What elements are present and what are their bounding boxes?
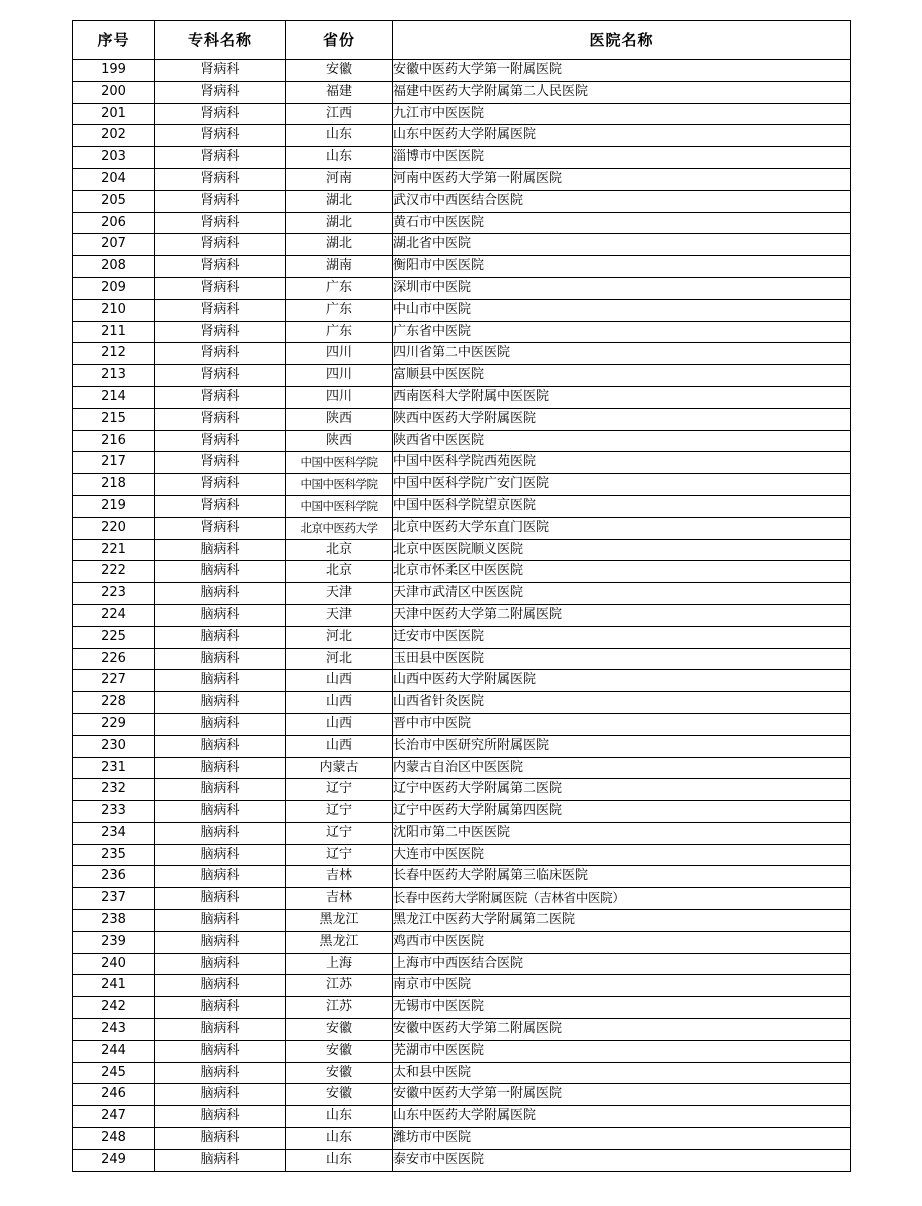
table-row bbox=[73, 256, 851, 278]
cell-index: 232 bbox=[73, 779, 155, 801]
cell-province: 河北 bbox=[286, 648, 393, 670]
cell-hospital: 安徽中医药大学第一附属医院 bbox=[393, 1084, 851, 1106]
cell-department: 脑病科 bbox=[155, 1106, 286, 1128]
table-row bbox=[73, 648, 851, 670]
table-row bbox=[73, 713, 851, 735]
cell-index: 219 bbox=[73, 495, 155, 517]
cell-department: 肾病科 bbox=[155, 495, 286, 517]
cell-index: 220 bbox=[73, 517, 155, 539]
cell-province: 安徽 bbox=[286, 1084, 393, 1106]
cell-index: 206 bbox=[73, 212, 155, 234]
cell-hospital: 内蒙古自治区中医医院 bbox=[393, 757, 851, 779]
cell-department: 肾病科 bbox=[155, 256, 286, 278]
cell-department: 脑病科 bbox=[155, 844, 286, 866]
cell-index: 221 bbox=[73, 539, 155, 561]
table-row bbox=[73, 844, 851, 866]
table-row bbox=[73, 866, 851, 888]
cell-department: 肾病科 bbox=[155, 103, 286, 125]
cell-hospital: 辽宁中医药大学附属第二医院 bbox=[393, 779, 851, 801]
cell-index: 241 bbox=[73, 975, 155, 997]
cell-index: 227 bbox=[73, 670, 155, 692]
cell-province: 黑龙江 bbox=[286, 910, 393, 932]
cell-department: 脑病科 bbox=[155, 1040, 286, 1062]
table-row bbox=[73, 168, 851, 190]
cell-index: 199 bbox=[73, 60, 155, 82]
cell-hospital: 衡阳市中医医院 bbox=[393, 256, 851, 278]
table-row bbox=[73, 888, 851, 910]
cell-hospital: 长春中医药大学附属第三临床医院 bbox=[393, 866, 851, 888]
cell-index: 242 bbox=[73, 997, 155, 1019]
cell-hospital: 淄博市中医医院 bbox=[393, 147, 851, 169]
cell-department: 肾病科 bbox=[155, 386, 286, 408]
cell-province: 山东 bbox=[286, 125, 393, 147]
cell-department: 脑病科 bbox=[155, 1128, 286, 1150]
cell-province: 河南 bbox=[286, 168, 393, 190]
cell-department: 脑病科 bbox=[155, 801, 286, 823]
cell-hospital: 中山市中医院 bbox=[393, 299, 851, 321]
table-row bbox=[73, 1040, 851, 1062]
cell-hospital: 陕西中医药大学附属医院 bbox=[393, 408, 851, 430]
cell-index: 224 bbox=[73, 604, 155, 626]
cell-hospital: 湖北省中医院 bbox=[393, 234, 851, 256]
cell-index: 239 bbox=[73, 931, 155, 953]
cell-department: 肾病科 bbox=[155, 430, 286, 452]
cell-department: 脑病科 bbox=[155, 561, 286, 583]
cell-province: 广东 bbox=[286, 299, 393, 321]
cell-index: 207 bbox=[73, 234, 155, 256]
table-row bbox=[73, 386, 851, 408]
table-row bbox=[73, 299, 851, 321]
table-row bbox=[73, 495, 851, 517]
cell-hospital: 九江市中医医院 bbox=[393, 103, 851, 125]
cell-province: 四川 bbox=[286, 343, 393, 365]
cell-hospital: 陕西省中医医院 bbox=[393, 430, 851, 452]
cell-province: 北京中医药大学 bbox=[286, 517, 393, 539]
cell-province: 四川 bbox=[286, 386, 393, 408]
cell-department: 脑病科 bbox=[155, 1084, 286, 1106]
cell-index: 202 bbox=[73, 125, 155, 147]
cell-department: 脑病科 bbox=[155, 866, 286, 888]
cell-province: 陕西 bbox=[286, 408, 393, 430]
cell-hospital: 南京市中医院 bbox=[393, 975, 851, 997]
cell-province: 北京 bbox=[286, 539, 393, 561]
cell-department: 脑病科 bbox=[155, 931, 286, 953]
cell-hospital: 武汉市中西医结合医院 bbox=[393, 190, 851, 212]
table-row bbox=[73, 583, 851, 605]
table-row bbox=[73, 735, 851, 757]
table-row bbox=[73, 452, 851, 474]
cell-index: 213 bbox=[73, 365, 155, 387]
cell-index: 248 bbox=[73, 1128, 155, 1150]
cell-department: 肾病科 bbox=[155, 81, 286, 103]
column-header-province: 省份 bbox=[286, 21, 393, 60]
table-row bbox=[73, 212, 851, 234]
cell-province: 江苏 bbox=[286, 997, 393, 1019]
cell-hospital: 山西中医药大学附属医院 bbox=[393, 670, 851, 692]
cell-index: 217 bbox=[73, 452, 155, 474]
hospital-listing-table bbox=[72, 20, 851, 1172]
table-row bbox=[73, 125, 851, 147]
cell-index: 215 bbox=[73, 408, 155, 430]
cell-province: 山东 bbox=[286, 1128, 393, 1150]
column-header-department: 专科名称 bbox=[155, 21, 286, 60]
table-row bbox=[73, 517, 851, 539]
cell-hospital: 大连市中医医院 bbox=[393, 844, 851, 866]
cell-department: 脑病科 bbox=[155, 713, 286, 735]
cell-department: 肾病科 bbox=[155, 517, 286, 539]
cell-index: 245 bbox=[73, 1062, 155, 1084]
cell-province: 中国中医科学院 bbox=[286, 474, 393, 496]
table-row bbox=[73, 343, 851, 365]
cell-hospital: 四川省第二中医医院 bbox=[393, 343, 851, 365]
cell-hospital: 长春中医药大学附属医院（吉林省中医院） bbox=[393, 888, 851, 910]
table-row bbox=[73, 626, 851, 648]
document-page bbox=[72, 20, 850, 1172]
cell-index: 229 bbox=[73, 713, 155, 735]
cell-hospital: 天津中医药大学第二附属医院 bbox=[393, 604, 851, 626]
cell-index: 210 bbox=[73, 299, 155, 321]
table-row bbox=[73, 430, 851, 452]
cell-hospital: 富顺县中医医院 bbox=[393, 365, 851, 387]
cell-index: 212 bbox=[73, 343, 155, 365]
cell-province: 江苏 bbox=[286, 975, 393, 997]
table-row bbox=[73, 801, 851, 823]
table-row bbox=[73, 931, 851, 953]
cell-index: 246 bbox=[73, 1084, 155, 1106]
table-header-row bbox=[73, 21, 851, 60]
cell-hospital: 深圳市中医院 bbox=[393, 277, 851, 299]
cell-hospital: 玉田县中医医院 bbox=[393, 648, 851, 670]
cell-hospital: 上海市中西医结合医院 bbox=[393, 953, 851, 975]
cell-province: 辽宁 bbox=[286, 779, 393, 801]
cell-department: 肾病科 bbox=[155, 277, 286, 299]
cell-hospital: 北京中医医院顺义医院 bbox=[393, 539, 851, 561]
cell-province: 辽宁 bbox=[286, 822, 393, 844]
cell-department: 肾病科 bbox=[155, 168, 286, 190]
cell-province: 山西 bbox=[286, 713, 393, 735]
table-row bbox=[73, 953, 851, 975]
cell-index: 214 bbox=[73, 386, 155, 408]
cell-province: 陕西 bbox=[286, 430, 393, 452]
table-row bbox=[73, 147, 851, 169]
cell-province: 安徽 bbox=[286, 60, 393, 82]
table-row bbox=[73, 408, 851, 430]
cell-province: 吉林 bbox=[286, 888, 393, 910]
cell-department: 肾病科 bbox=[155, 408, 286, 430]
cell-province: 安徽 bbox=[286, 1019, 393, 1041]
cell-hospital: 黄石市中医医院 bbox=[393, 212, 851, 234]
cell-province: 福建 bbox=[286, 81, 393, 103]
cell-index: 233 bbox=[73, 801, 155, 823]
table-row bbox=[73, 1084, 851, 1106]
cell-department: 肾病科 bbox=[155, 234, 286, 256]
cell-index: 234 bbox=[73, 822, 155, 844]
cell-province: 中国中医科学院 bbox=[286, 495, 393, 517]
cell-index: 249 bbox=[73, 1149, 155, 1171]
table-row bbox=[73, 474, 851, 496]
table-body bbox=[73, 60, 851, 1172]
cell-province: 湖北 bbox=[286, 212, 393, 234]
cell-province: 辽宁 bbox=[286, 844, 393, 866]
cell-hospital: 中国中医科学院广安门医院 bbox=[393, 474, 851, 496]
cell-hospital: 黑龙江中医药大学附属第二医院 bbox=[393, 910, 851, 932]
cell-hospital: 中国中医科学院西苑医院 bbox=[393, 452, 851, 474]
cell-province: 山东 bbox=[286, 1106, 393, 1128]
cell-index: 238 bbox=[73, 910, 155, 932]
cell-province: 山东 bbox=[286, 1149, 393, 1171]
cell-index: 228 bbox=[73, 692, 155, 714]
cell-hospital: 河南中医药大学第一附属医院 bbox=[393, 168, 851, 190]
cell-department: 脑病科 bbox=[155, 1019, 286, 1041]
cell-department: 肾病科 bbox=[155, 125, 286, 147]
cell-hospital: 太和县中医院 bbox=[393, 1062, 851, 1084]
cell-province: 上海 bbox=[286, 953, 393, 975]
cell-province: 湖南 bbox=[286, 256, 393, 278]
cell-hospital: 沈阳市第二中医医院 bbox=[393, 822, 851, 844]
table-row bbox=[73, 997, 851, 1019]
cell-province: 北京 bbox=[286, 561, 393, 583]
cell-province: 中国中医科学院 bbox=[286, 452, 393, 474]
cell-department: 脑病科 bbox=[155, 735, 286, 757]
cell-department: 脑病科 bbox=[155, 1062, 286, 1084]
cell-department: 肾病科 bbox=[155, 321, 286, 343]
cell-hospital: 西南医科大学附属中医医院 bbox=[393, 386, 851, 408]
cell-department: 脑病科 bbox=[155, 822, 286, 844]
cell-province: 黑龙江 bbox=[286, 931, 393, 953]
cell-department: 脑病科 bbox=[155, 997, 286, 1019]
cell-index: 222 bbox=[73, 561, 155, 583]
cell-index: 209 bbox=[73, 277, 155, 299]
cell-hospital: 广东省中医院 bbox=[393, 321, 851, 343]
cell-province: 湖北 bbox=[286, 234, 393, 256]
cell-province: 山东 bbox=[286, 147, 393, 169]
cell-hospital: 无锡市中医医院 bbox=[393, 997, 851, 1019]
cell-hospital: 辽宁中医药大学附属第四医院 bbox=[393, 801, 851, 823]
cell-index: 204 bbox=[73, 168, 155, 190]
cell-department: 肾病科 bbox=[155, 190, 286, 212]
cell-index: 236 bbox=[73, 866, 155, 888]
table-row bbox=[73, 277, 851, 299]
cell-province: 江西 bbox=[286, 103, 393, 125]
cell-hospital: 安徽中医药大学第二附属医院 bbox=[393, 1019, 851, 1041]
cell-department: 脑病科 bbox=[155, 583, 286, 605]
cell-department: 脑病科 bbox=[155, 888, 286, 910]
table-row bbox=[73, 103, 851, 125]
cell-department: 脑病科 bbox=[155, 779, 286, 801]
cell-hospital: 鸡西市中医医院 bbox=[393, 931, 851, 953]
table-row bbox=[73, 692, 851, 714]
cell-department: 脑病科 bbox=[155, 910, 286, 932]
table-row bbox=[73, 1128, 851, 1150]
cell-province: 山西 bbox=[286, 670, 393, 692]
cell-department: 肾病科 bbox=[155, 299, 286, 321]
cell-department: 肾病科 bbox=[155, 343, 286, 365]
table-row bbox=[73, 321, 851, 343]
cell-department: 肾病科 bbox=[155, 474, 286, 496]
cell-hospital: 中国中医科学院望京医院 bbox=[393, 495, 851, 517]
cell-hospital: 北京中医药大学东直门医院 bbox=[393, 517, 851, 539]
cell-department: 脑病科 bbox=[155, 953, 286, 975]
cell-hospital: 迁安市中医医院 bbox=[393, 626, 851, 648]
cell-index: 223 bbox=[73, 583, 155, 605]
cell-index: 226 bbox=[73, 648, 155, 670]
cell-hospital: 山东中医药大学附属医院 bbox=[393, 125, 851, 147]
cell-province: 广东 bbox=[286, 321, 393, 343]
cell-hospital: 天津市武清区中医医院 bbox=[393, 583, 851, 605]
table-row bbox=[73, 561, 851, 583]
cell-index: 247 bbox=[73, 1106, 155, 1128]
cell-department: 脑病科 bbox=[155, 539, 286, 561]
cell-province: 四川 bbox=[286, 365, 393, 387]
cell-index: 208 bbox=[73, 256, 155, 278]
cell-province: 天津 bbox=[286, 583, 393, 605]
cell-index: 225 bbox=[73, 626, 155, 648]
cell-department: 脑病科 bbox=[155, 626, 286, 648]
cell-department: 脑病科 bbox=[155, 757, 286, 779]
table-row bbox=[73, 757, 851, 779]
table-row bbox=[73, 1106, 851, 1128]
cell-province: 天津 bbox=[286, 604, 393, 626]
table-row bbox=[73, 604, 851, 626]
cell-index: 203 bbox=[73, 147, 155, 169]
cell-index: 205 bbox=[73, 190, 155, 212]
cell-province: 辽宁 bbox=[286, 801, 393, 823]
cell-hospital: 晋中市中医院 bbox=[393, 713, 851, 735]
column-header-hospital: 医院名称 bbox=[393, 21, 851, 60]
cell-index: 235 bbox=[73, 844, 155, 866]
cell-hospital: 长治市中医研究所附属医院 bbox=[393, 735, 851, 757]
table-row bbox=[73, 365, 851, 387]
cell-hospital: 潍坊市中医院 bbox=[393, 1128, 851, 1150]
cell-index: 244 bbox=[73, 1040, 155, 1062]
cell-province: 安徽 bbox=[286, 1040, 393, 1062]
cell-hospital: 芜湖市中医医院 bbox=[393, 1040, 851, 1062]
cell-department: 脑病科 bbox=[155, 604, 286, 626]
table-row bbox=[73, 822, 851, 844]
cell-province: 山西 bbox=[286, 692, 393, 714]
table-row bbox=[73, 1019, 851, 1041]
cell-department: 脑病科 bbox=[155, 1149, 286, 1171]
cell-department: 脑病科 bbox=[155, 692, 286, 714]
cell-index: 237 bbox=[73, 888, 155, 910]
cell-department: 肾病科 bbox=[155, 60, 286, 82]
table-row bbox=[73, 539, 851, 561]
table-row bbox=[73, 234, 851, 256]
table-row bbox=[73, 910, 851, 932]
column-header-index: 序号 bbox=[73, 21, 155, 60]
cell-index: 211 bbox=[73, 321, 155, 343]
cell-index: 218 bbox=[73, 474, 155, 496]
cell-department: 脑病科 bbox=[155, 670, 286, 692]
cell-index: 230 bbox=[73, 735, 155, 757]
cell-province: 广东 bbox=[286, 277, 393, 299]
cell-index: 231 bbox=[73, 757, 155, 779]
cell-province: 河北 bbox=[286, 626, 393, 648]
cell-department: 脑病科 bbox=[155, 648, 286, 670]
cell-index: 243 bbox=[73, 1019, 155, 1041]
cell-hospital: 北京市怀柔区中医医院 bbox=[393, 561, 851, 583]
table-row bbox=[73, 190, 851, 212]
cell-province: 内蒙古 bbox=[286, 757, 393, 779]
table-row bbox=[73, 975, 851, 997]
cell-index: 240 bbox=[73, 953, 155, 975]
cell-index: 216 bbox=[73, 430, 155, 452]
table-row bbox=[73, 670, 851, 692]
cell-province: 吉林 bbox=[286, 866, 393, 888]
cell-hospital: 福建中医药大学附属第二人民医院 bbox=[393, 81, 851, 103]
cell-department: 肾病科 bbox=[155, 147, 286, 169]
cell-province: 湖北 bbox=[286, 190, 393, 212]
cell-index: 200 bbox=[73, 81, 155, 103]
cell-index: 201 bbox=[73, 103, 155, 125]
cell-department: 肾病科 bbox=[155, 365, 286, 387]
cell-hospital: 安徽中医药大学第一附属医院 bbox=[393, 60, 851, 82]
cell-hospital: 山西省针灸医院 bbox=[393, 692, 851, 714]
cell-hospital: 山东中医药大学附属医院 bbox=[393, 1106, 851, 1128]
cell-province: 山西 bbox=[286, 735, 393, 757]
table-row bbox=[73, 81, 851, 103]
cell-province: 安徽 bbox=[286, 1062, 393, 1084]
cell-department: 肾病科 bbox=[155, 452, 286, 474]
cell-department: 脑病科 bbox=[155, 975, 286, 997]
table-row bbox=[73, 779, 851, 801]
table-row bbox=[73, 60, 851, 82]
table-row bbox=[73, 1149, 851, 1171]
cell-hospital: 泰安市中医医院 bbox=[393, 1149, 851, 1171]
table-row bbox=[73, 1062, 851, 1084]
cell-department: 肾病科 bbox=[155, 212, 286, 234]
